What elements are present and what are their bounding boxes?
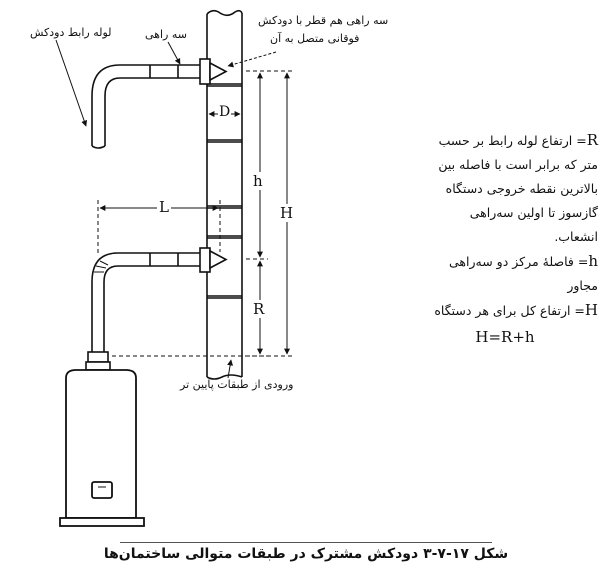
legend [412,128,598,349]
lower-inlet-label: ورودی از طبقات پایین تر [180,378,294,391]
lower-tee [200,248,226,272]
legend-line-6: h= فاصلهٔ مرکز دو سه‌راهی [448,252,598,270]
caption-rule [120,542,492,543]
legend-line-7: مجاور [567,278,598,293]
lower-connector-pipe [86,253,200,376]
dimension-total-h-label: H [280,204,294,222]
legend-line-3: بالاترین نقطه خروجی دستگاه [445,181,598,196]
legend-line-1: R= ارتفاع لوله رابط بر حسب [438,131,598,149]
legend-line-8: H= ارتفاع کل برای هر دستگاه [434,301,598,319]
legend-key-total-h: H [584,301,598,319]
figure-caption: شکل ۱۷-۷-۳ دودکش مشترک در طبقات متوالی ساختمان‌ها [103,546,509,562]
dimension-r-label: R [253,300,265,318]
connector-pipe-label: لوله رابط دودکش [30,26,112,39]
legend-line-2: متر که برابر است با فاصله بین [438,157,598,172]
dimension-l-label: L [159,198,169,216]
legend-formula: H=R+h [475,328,535,346]
legend-line-5: انشعاب. [554,229,598,244]
water-heater [60,370,144,526]
tee-note-line-2: فوقانی متصل به آن [270,32,360,45]
dimension-h-label: h [253,172,263,190]
legend-line-4: گازسوز تا اولین سه‌راهی [469,205,598,220]
legend-key-r: R [586,131,598,149]
dimension-d-label: D [219,104,231,120]
upper-tee [200,59,226,84]
tee-note-line-1: سه راهی هم قطر با دودکش [258,14,389,27]
tee-label: سه راهی [145,28,187,41]
legend-key-h: h [588,252,598,270]
upper-connector-pipe [92,65,200,148]
